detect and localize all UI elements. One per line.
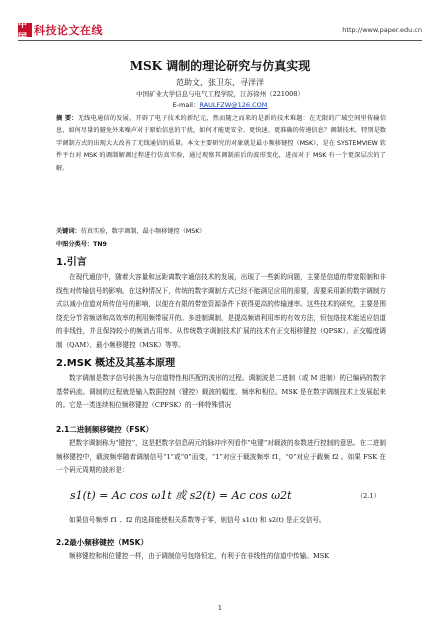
page-header — [0, 0, 440, 43]
section-2-title: 2.MSK 概述及其基本原理 — [56, 358, 176, 369]
section-2-2-title: 2.2最小频移键控（MSK） — [56, 538, 148, 547]
classification-label: 中图分类号： — [56, 241, 94, 248]
classification-code: TN9 — [93, 241, 107, 248]
keywords-line — [56, 226, 205, 235]
section-2-1-paragraph: 把数字调制称为“键控”，这是把数字信息码元的脉冲序列看作“电键”对载波的参数进行控制的意思。在二进制频移键控中，载波频率随着调制信号“1”或“0”而变，“1”对应于载波频率 f1，“0”对应于载频 f2 。如果 FSK 在一个码元周期的波形是： — [56, 439, 386, 474]
section-2-1-followup: 如果信号频率 f1 、f2 的选择能使相关系数等于零，则信号 s1(t) 和 s2(t) 是正交信号。 — [69, 516, 326, 524]
abstract — [56, 113, 386, 175]
email-label: E-mail： — [172, 101, 200, 109]
equation-2-1: s1(t) = Ac cos ω1t 或 s2(t) = Ac cos ω2t — [70, 489, 292, 502]
section-2-2-paragraph: 频移键控和相位键控一样，由于调制信号包络恒定，有利于在非线性的信道中传输。MSK — [69, 552, 330, 560]
logo-text: 科技论文在线 — [34, 24, 103, 37]
paper-title: MSK 调制的理论研究与仿真实现 — [129, 59, 311, 73]
site-logo[interactable] — [18, 20, 103, 43]
logo-mark: 中国 — [18, 23, 32, 37]
classification-line — [56, 239, 107, 248]
section-2-paragraph: 数字调制是数字信号转换为与信道特性相匹配的波形的过程。调制波是二进制（或 M 进制）的已编码的数字基带码流。调制的过程就是输入数据控制（键控）载波的幅度、频率和相位。MSK 是在数字调制技术上发展起来的。它是一类连续相位频移键控（CPFSK）的一种特殊情况 — [56, 374, 386, 409]
section-1-paragraph: 在现代通信中，随着大容量和远距离数字通信技术的发展，出现了一些新的问题，主要是信道的带宽限制和非线性对传输信号的影响。在这种情况下，传统的数字调制方式已经不能满足应用的需要，需要采用新的数字调制方式以减小信道对所传信号的影响，以便在有限的带宽资源条件下获得更高的传输速率。这些技术的研究，主要是围绕充分节省频谱和高效率的利用频带展开的。多进制调制，是提高频谱利用率的有效方法，恒包络技术能适应信道的非线性，并且保持较小的频谱占用率。从传统数字调制技术扩展的技术有正交相移键控（QPSK）、正交幅度调制（QAM）、最小频移键控（MSK）等等。 — [56, 273, 386, 349]
abstract-text: 无线电通信的发展，开辟了电子技术的新纪元，然而随之而来的是新的技术难题：在无限的广域空间里传输信息，如何尽量的避免外来噪声对于原始信息的干扰，如何才能更安全、更快速、更准确的传递信息？调制技术，特别是数字调制方式的出现大大改善了无线通信的质量。本文主要研究的对象就是最小频移键控（MSK），是在 SYSTEMVIEW 软件平台对 MSK 的调制解调过程进行仿真实验，通过观察其调制前后的波形变化，进而对于 MSK 有一个更深层次的了解。 — [56, 115, 387, 172]
paper-email-line — [0, 100, 440, 109]
email-link[interactable]: RAULFZW@126.COM — [199, 101, 268, 109]
abstract-label: 摘 要： — [56, 115, 78, 122]
section-1-title: 1.引言 — [56, 257, 87, 268]
paper-affiliation: 中国矿业大学信息与电气工程学院，江苏徐州（221008） — [136, 90, 304, 98]
keywords-label: 关键词： — [56, 228, 81, 235]
page-number: 1 — [217, 604, 223, 612]
header-divider — [18, 40, 422, 41]
site-url[interactable]: http://www.paper.edu.cn — [342, 26, 422, 34]
paper-authors: 范助文，张卫东，寻洋洋 — [176, 78, 264, 87]
equation-number: （2.1） — [356, 492, 380, 500]
keywords-text: 仿真实验，数字调制，最小频移键控（MSK） — [80, 228, 206, 235]
section-2-1-title: 2.1二进制频移键控（FSK） — [56, 425, 154, 434]
